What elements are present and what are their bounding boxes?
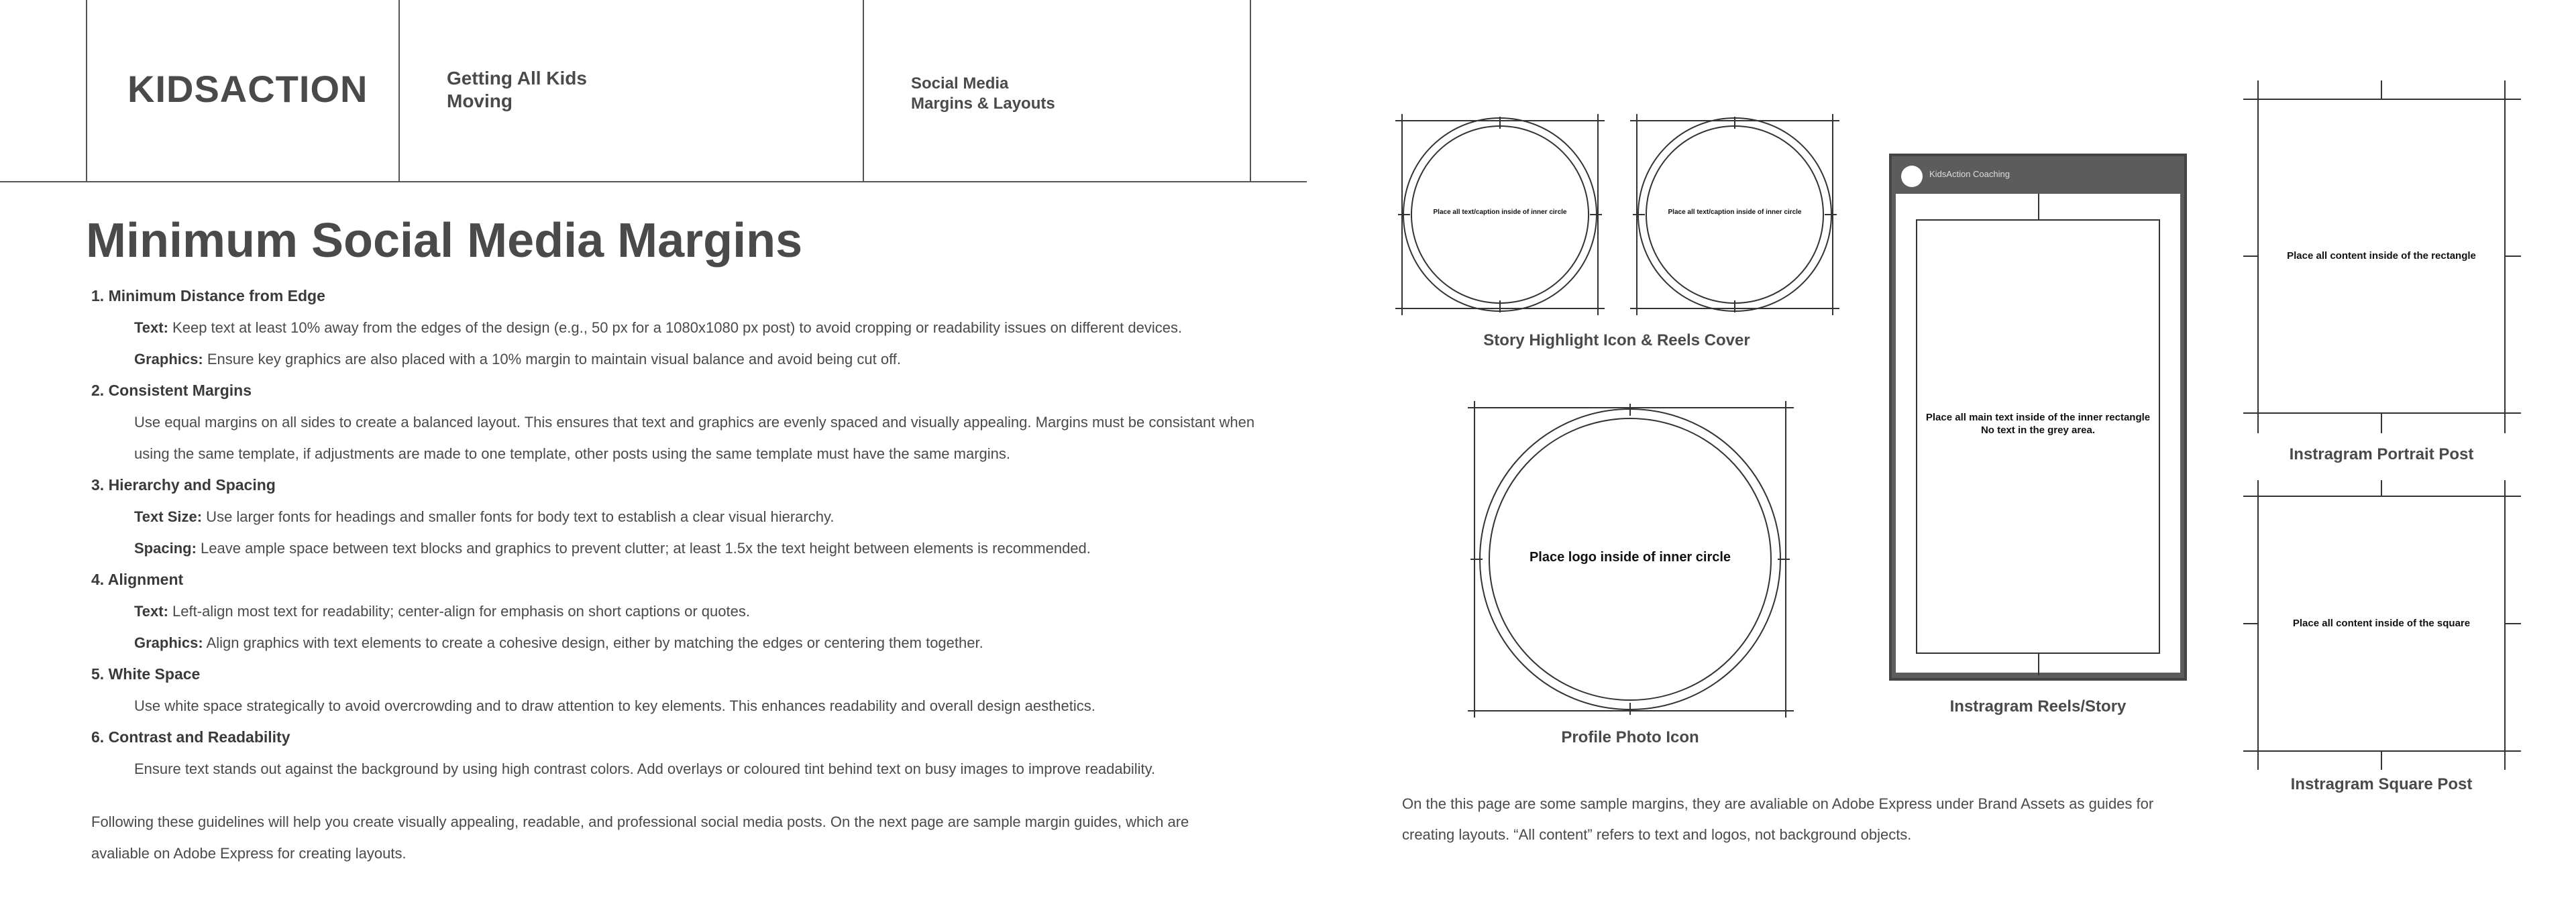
account-name: KidsAction Coaching	[1929, 169, 2010, 179]
guide-instruction	[1916, 411, 2160, 437]
guide-caption: Instragram Square Post	[2290, 775, 2473, 793]
section-heading: 1. Minimum Distance from Edge	[91, 287, 325, 304]
section-item	[91, 343, 1225, 375]
guide-instruction: Place all text/caption inside of inner circle	[1433, 209, 1567, 216]
guideline-section	[91, 375, 1255, 469]
guidelines-list	[91, 280, 1255, 869]
item-label: Text Size:	[134, 508, 203, 525]
page-title: Minimum Social Media Margins	[86, 214, 803, 268]
guideline-section	[91, 722, 1225, 785]
section-heading: 2. Consistent Margins	[91, 382, 252, 399]
tagline-line: Getting All Kids	[447, 68, 587, 89]
section-heading: 4. Alignment	[91, 571, 184, 588]
guide-caption: Story Highlight Icon & Reels Cover	[1483, 331, 1750, 349]
section-item	[91, 753, 1225, 785]
reels-inner-rectangle	[1916, 219, 2160, 654]
section-item	[91, 501, 1225, 532]
item-label: Text:	[134, 319, 168, 336]
item-label: Graphics:	[134, 351, 203, 367]
item-label: Spacing:	[134, 540, 197, 557]
item-text: Left-align most text for readability; center-align for emphasis on short captions or quotes.	[168, 603, 750, 620]
guide-caption: Profile Photo Icon	[1561, 728, 1699, 746]
item-label: Text:	[134, 603, 168, 620]
guide-instruction: Place logo inside of inner circle	[1529, 550, 1731, 565]
brand-tagline	[447, 67, 587, 113]
header-divider	[86, 0, 87, 181]
section-item	[91, 312, 1225, 343]
item-text: Use larger fonts for headings and smaller fonts for body text to establish a clear visual hierarchy.	[202, 508, 835, 525]
brand-logo: KIDSACTION	[127, 68, 368, 110]
section-item	[91, 406, 1281, 469]
item-text: Use equal margins on all sides to create a balanced layout. This ensures that text and graphics are evenly spaced and visually appealing. Margins must be consistant when using the same template, if adjustments are made to one template, other posts using the same template must have the same margins.	[134, 414, 1255, 462]
guide-instruction: Place all text/caption inside of inner circle	[1668, 209, 1802, 216]
document-title	[911, 74, 1055, 114]
item-text: Align graphics with text elements to create a cohesive design, either by matching the edges or centering them together.	[203, 634, 983, 651]
header-rule	[0, 181, 1307, 182]
section-item	[91, 595, 1225, 627]
item-text: Keep text at least 10% away from the edges of the design (e.g., 50 px for a 1080x1080 px post) to avoid cropping or readability issues on different devices.	[168, 319, 1183, 336]
document-title-line: Margins & Layouts	[911, 95, 1055, 113]
guideline-section	[91, 469, 1225, 564]
guideline-section	[91, 280, 1225, 375]
guideline-section	[91, 564, 1225, 659]
reels-left-bar	[1892, 156, 1896, 678]
section-heading: 6. Contrast and Readability	[91, 728, 290, 746]
footer-note: Following these guidelines will help you create visually appealing, readable, and professional social media posts. On the next page are sample margin guides, which are avaliable on Adobe Express for creating layouts.	[91, 813, 1189, 862]
header-divider	[863, 0, 864, 181]
instruction-line: No text in the grey area.	[1980, 424, 2096, 436]
section-item	[91, 690, 1225, 722]
guide-instruction: Place all content inside of the rectangle	[2287, 250, 2476, 262]
guide-caption: Instragram Reels/Story	[1949, 697, 2127, 716]
section-heading: 3. Hierarchy and Spacing	[91, 476, 276, 494]
reels-center-tick	[2038, 654, 2039, 675]
tagline-line: Moving	[447, 91, 513, 111]
instruction-line: Place all main text inside of the inner rectangle	[1925, 412, 2151, 423]
account-avatar	[1901, 166, 1923, 187]
item-text: Use white space strategically to avoid overcrowding and to draw attention to key elements. This enhances readability and overall design aesthetics.	[134, 697, 1095, 714]
item-label: Graphics:	[134, 634, 203, 651]
guide-instruction: Place all content inside of the square	[2292, 618, 2471, 629]
section-item	[91, 532, 1225, 564]
item-text: Ensure key graphics are also placed with a 10% margin to maintain visual balance and avoid being cut off.	[203, 351, 902, 367]
header-divider	[1250, 0, 1251, 181]
guideline-section	[91, 659, 1225, 722]
right-page-note: On the this page are some sample margins, they are avaliable on Adobe Express under Brand Assets as guides for creating layouts. “All content” refers to text and logos, not background objects.	[1402, 795, 2154, 843]
guide-caption: Instragram Portrait Post	[2289, 445, 2474, 463]
reels-center-tick	[2038, 194, 2039, 219]
reels-story-guide	[1889, 154, 2187, 681]
reels-right-bar	[2180, 156, 2184, 678]
item-text: Ensure text stands out against the background by using high contrast colors. Add overlays or coloured tint behind text on busy images to improve readability.	[134, 760, 1156, 777]
section-item	[91, 627, 1225, 659]
item-text: Leave ample space between text blocks and graphics to prevent clutter; at least 1.5x the text height between elements is recommended.	[196, 540, 1091, 557]
header-divider	[398, 0, 400, 181]
document-title-line: Social Media	[911, 74, 1009, 93]
section-heading: 5. White Space	[91, 665, 201, 683]
